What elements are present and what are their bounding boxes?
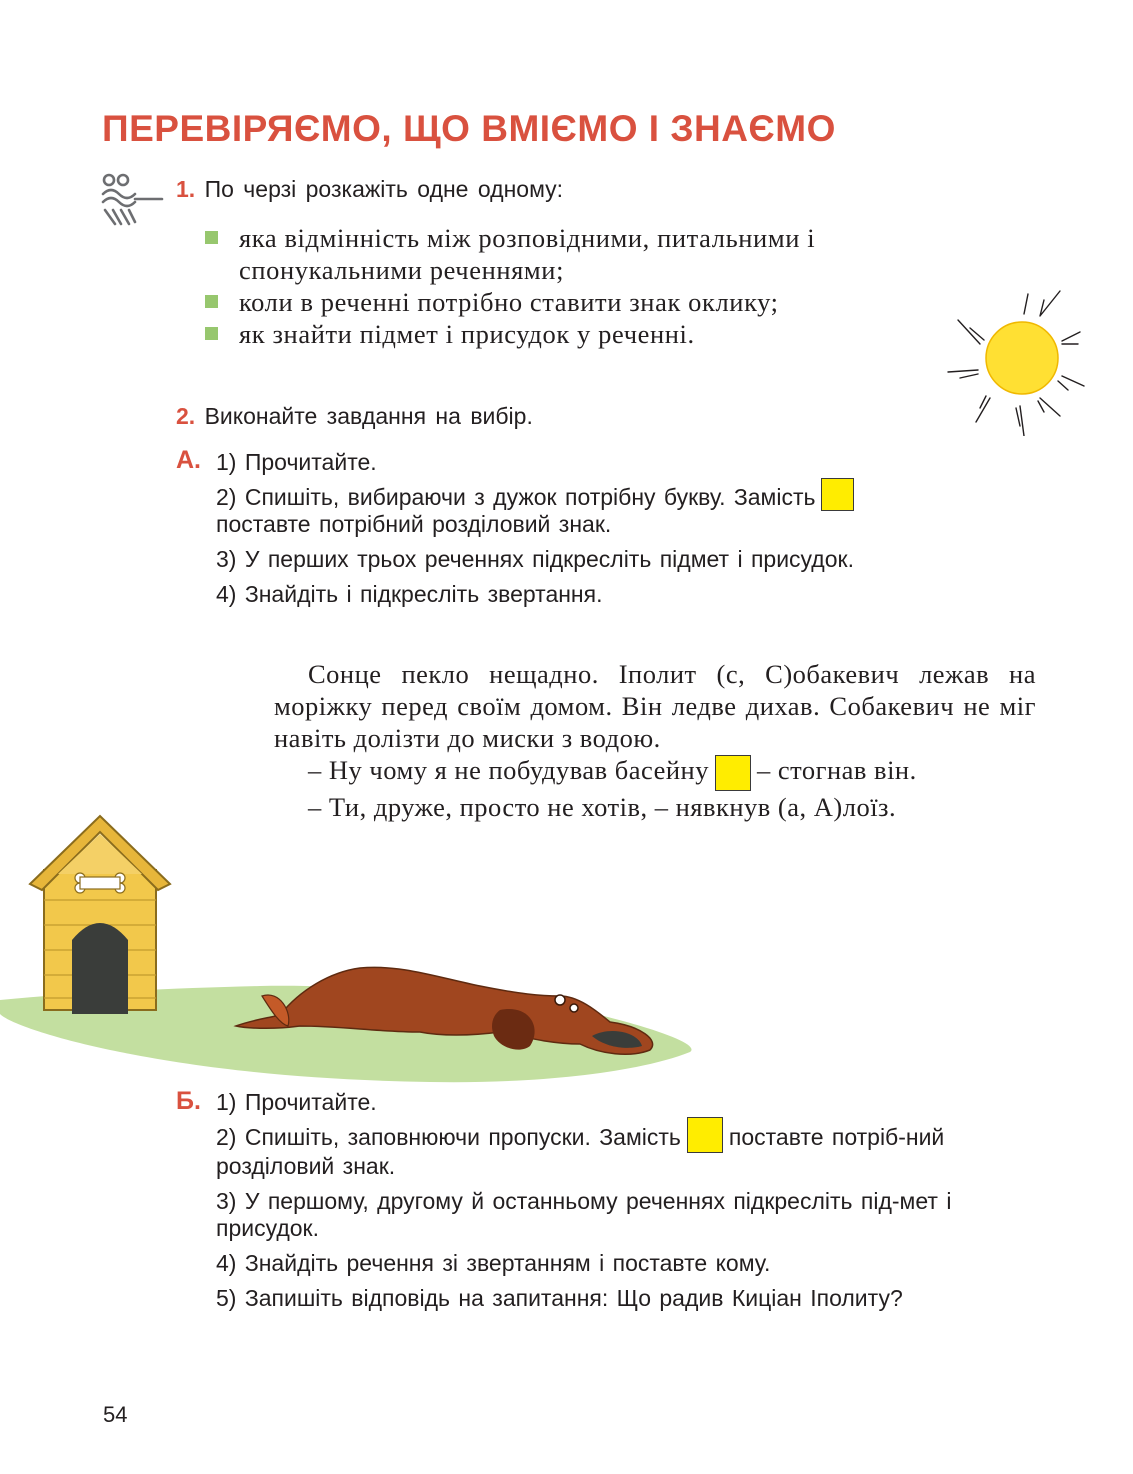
variant-b-step-2: 2) Спишіть, заповнюючи пропуски. Замість поставте потріб-ний розділовий знак.	[216, 1124, 1036, 1180]
green-square-bullet-icon	[205, 327, 218, 340]
variant-b-step-1: 1) Прочитайте.	[216, 1089, 377, 1115]
variant-a-step-3: 3) У перших трьох реченнях підкресліть підмет і присудок.	[216, 546, 854, 573]
pair-work-icon	[100, 172, 164, 228]
page-title: ПЕРЕВІРЯЄМО, ЩО ВМІЄМО І ЗНАЄМО	[102, 108, 836, 149]
variant-a-steps	[216, 449, 1036, 616]
blank-box	[821, 478, 854, 511]
variant-a-step-4: 4) Знайдіть і підкресліть звертання.	[216, 581, 603, 608]
green-square-bullet-icon	[205, 231, 218, 244]
variant-b-steps	[216, 1089, 1036, 1320]
variant-a-step-2: 2) Спишіть, вибираючи з дужок потрібну букву. Замість поставте потрібний розділовий знак.	[216, 484, 1036, 538]
illustration-scene	[0, 800, 700, 1090]
story-paragraph-1: Сонце пекло нещадно. Іполит (с, С)обакевич лежав на моріжку перед своїм домом. Він ледве дихав. Собакевич не міг навіть долізти до миски з водою.	[274, 659, 1036, 753]
bullet-item: як знайти підмет і присудок у реченні.	[204, 318, 984, 350]
variant-b-letter: Б.	[176, 1087, 201, 1115]
sun-illustration	[940, 286, 1090, 436]
variant-a-letter: А.	[176, 446, 201, 474]
task-1	[176, 176, 563, 203]
blank-box	[687, 1117, 723, 1153]
task-1-bullet-list	[204, 222, 984, 350]
variant-a-step-1: 1) Прочитайте.	[216, 449, 377, 475]
bullet-item: яка відмінність між розповідними, питальними і спонукальними реченнями;	[204, 222, 984, 286]
variant-b-step-3: 3) У першому, другому й останньому реченнях підкресліть під-мет і присудок.	[216, 1187, 952, 1241]
task-2-number: 2.	[176, 403, 196, 429]
task-1-number: 1.	[176, 176, 196, 202]
task-2-text: Виконайте завдання на вибір.	[204, 403, 533, 429]
story-text	[274, 658, 1036, 823]
bullet-item: коли в реченні потрібно ставити знак оклику;	[204, 286, 984, 318]
variant-b-step-4: 4) Знайдіть речення зі звертанням і поставте кому.	[216, 1249, 771, 1276]
green-square-bullet-icon	[205, 295, 218, 308]
blank-box	[715, 755, 751, 791]
task-1-text: По черзі розкажіть одне одному:	[204, 176, 564, 202]
task-2	[176, 403, 533, 430]
variant-b-step-5: 5) Запишіть відповідь на запитання: Що радив Киціан Іполиту?	[216, 1284, 903, 1311]
story-paragraph-2: – Ну чому я не побудував басейну – стогнав він.	[274, 754, 1036, 791]
story-paragraph-3: – Ти, друже, просто не хотів, – нявкнув (а, А)лоїз.	[308, 791, 897, 822]
page-number: 54	[103, 1402, 128, 1427]
kennel-illustration	[30, 816, 170, 1014]
